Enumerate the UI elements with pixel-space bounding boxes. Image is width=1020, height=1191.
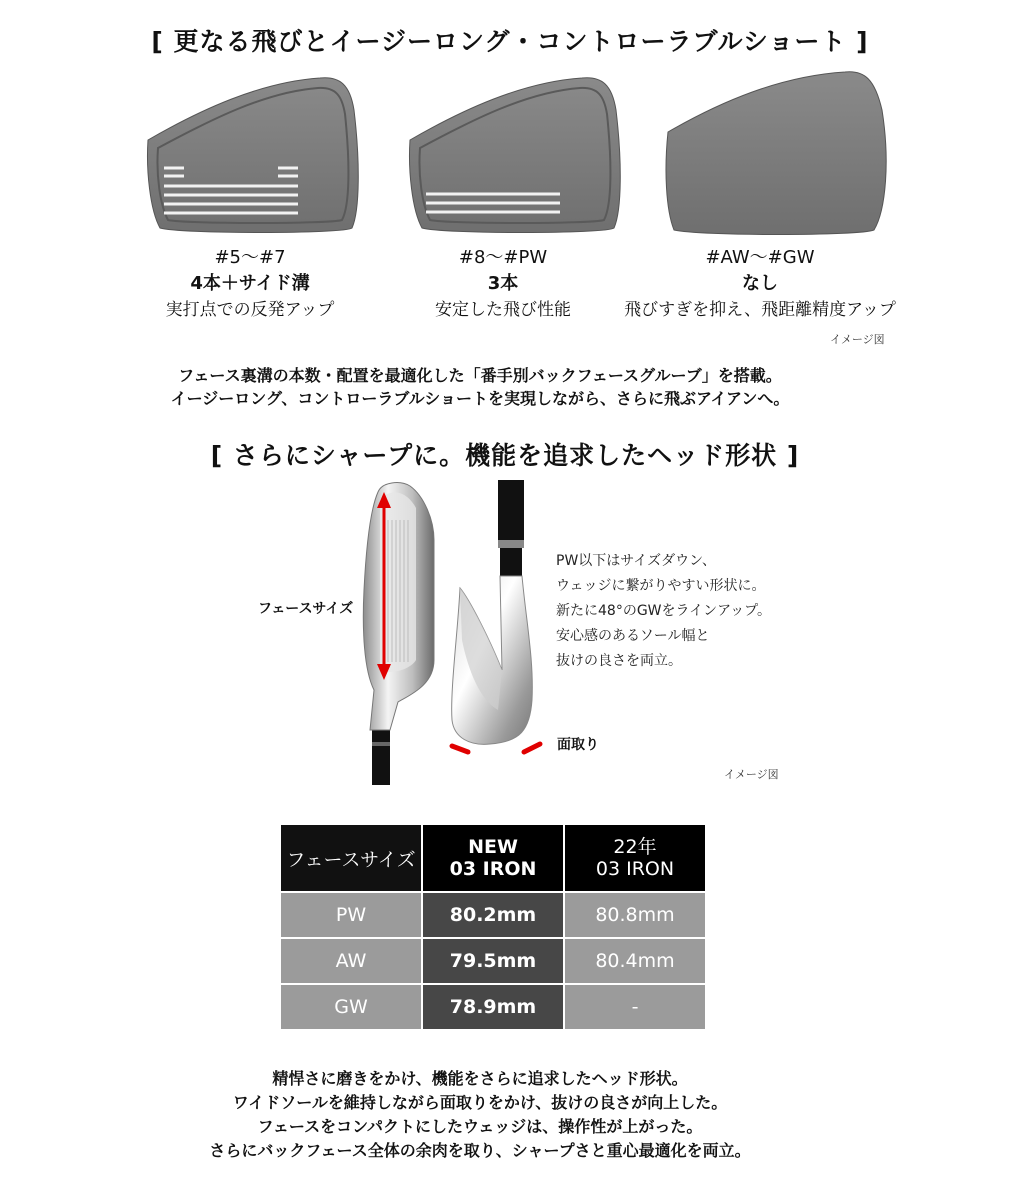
face-size-table [279, 823, 707, 1031]
table-cell-club: GW [281, 985, 421, 1029]
iron-range: #AW〜#GW [705, 247, 815, 268]
iron-caption-2 [393, 243, 613, 320]
table-cell-old: - [565, 985, 705, 1029]
chamfer-label: 面取り [557, 737, 599, 753]
iron-desc: 飛びすぎを抑え、飛距離精度アップ [624, 300, 896, 320]
iron-aw-gw-back-image [666, 72, 886, 235]
desc-line: 新たに48°のGWをラインアップ。 [556, 603, 771, 619]
table-cell-new: 80.2mm [423, 893, 563, 937]
table-header-row [281, 825, 705, 891]
table-cell-new: 78.9mm [423, 985, 563, 1029]
iron-desc: 安定した飛び性能 [435, 300, 571, 320]
header-old-line1: 22年 [613, 836, 657, 858]
image-note-1: イメージ図 [830, 333, 885, 346]
closing-line: 精悍さに磨きをかけ、機能をさらに追求したヘッド形状。 [272, 1069, 688, 1088]
iron-back-images [140, 70, 900, 240]
table-row [281, 939, 705, 983]
head-shape-description [556, 549, 771, 674]
table-cell-club: AW [281, 939, 421, 983]
desc-line: PW以下はサイズダウン、 [556, 553, 717, 569]
iron-5-7-back-image [148, 78, 359, 233]
closing-line: ワイドソールを維持しながら面取りをかけ、抜けの良さが向上した。 [232, 1093, 728, 1112]
iron-toe-view [452, 480, 540, 752]
table-cell-old: 80.8mm [565, 893, 705, 937]
desc-line: ウェッジに繋がりやすい形状に。 [556, 578, 766, 594]
iron-grooves: なし [742, 273, 778, 294]
iron-desc: 実打点での反発アップ [165, 300, 335, 320]
table-header-face-size: フェースサイズ [281, 825, 421, 891]
table-row [281, 893, 705, 937]
section2-title: [ さらにシャープに。機能を追求したヘッド形状 ] [210, 441, 800, 470]
iron-grooves: 3本 [487, 273, 519, 294]
closing-line: さらにバックフェース全体の余肉を取り、シャープさと重心最適化を両立。 [209, 1141, 751, 1160]
iron-range: #5〜#7 [214, 247, 286, 268]
desc-line: 安心感のあるソール幅と [556, 628, 710, 644]
table-header-new [423, 825, 563, 891]
closing-line: フェースをコンパクトにしたウェッジは、操作性が上がった。 [257, 1117, 703, 1136]
desc-line: 抜けの良さを両立。 [556, 653, 682, 669]
iron-caption-3 [600, 243, 920, 320]
body-line-1: フェース裏溝の本数・配置を最適化した「番手別バックフェースグルーブ」を搭載。 [178, 366, 782, 385]
body-line-2: イージーロング、コントローラブルショートを実現しながら、さらに飛ぶアイアンへ。 [170, 389, 790, 408]
image-note-2: イメージ図 [724, 768, 779, 781]
section1-title: [ 更なる飛びとイージーロング・コントローラブルショート ] [151, 27, 869, 56]
header-new-line1: NEW [468, 836, 518, 858]
iron-range: #8〜#PW [458, 247, 548, 268]
table-cell-old: 80.4mm [565, 939, 705, 983]
header-new-line2: 03 IRON [449, 858, 537, 880]
table-cell-club: PW [281, 893, 421, 937]
iron-face-view [363, 483, 434, 785]
table-header-old [565, 825, 705, 891]
face-size-label: フェースサイズ [258, 601, 354, 617]
closing-text [0, 1067, 960, 1163]
section1-body [0, 364, 960, 410]
iron-grooves: 4本＋サイド溝 [190, 273, 310, 294]
chamfer-marks [452, 744, 540, 752]
table-row [281, 985, 705, 1029]
table-cell-new: 79.5mm [423, 939, 563, 983]
club-head-images [350, 480, 550, 785]
iron-8-pw-back-image [410, 78, 621, 233]
iron-caption-1 [140, 243, 360, 320]
header-old-line2: 03 IRON [595, 858, 675, 880]
